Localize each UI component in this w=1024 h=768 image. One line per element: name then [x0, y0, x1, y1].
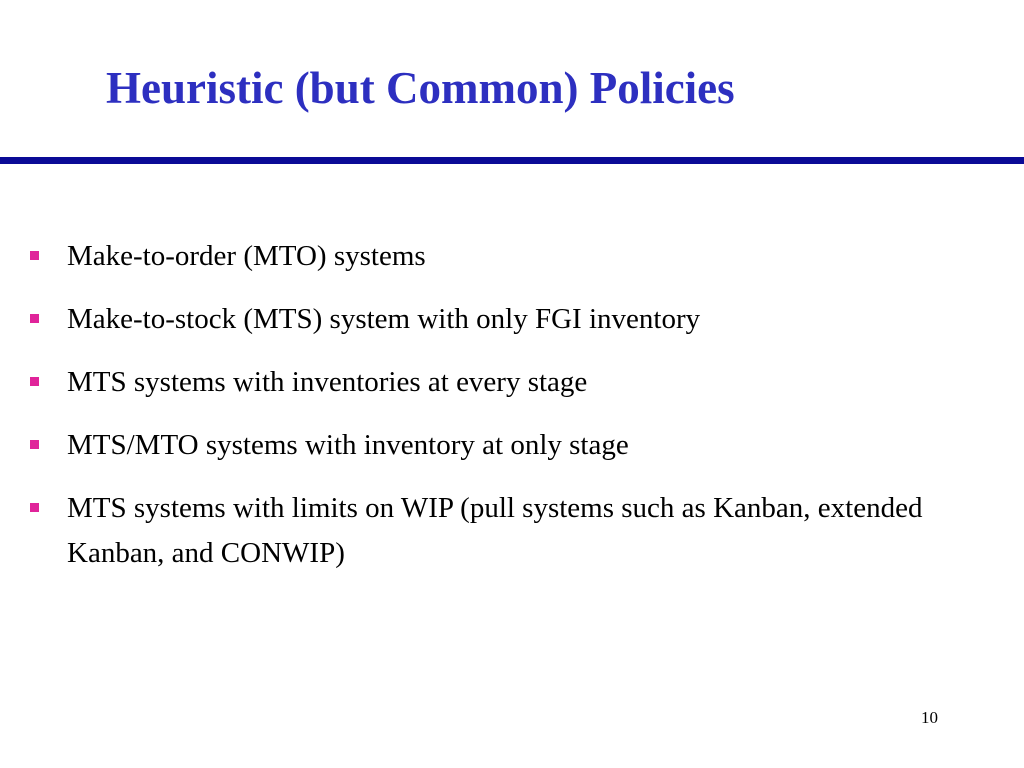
square-bullet-icon	[30, 377, 39, 386]
square-bullet-icon	[30, 440, 39, 449]
bullet-text: MTS/MTO systems with inventory at only stage	[67, 429, 629, 461]
bullet-text: Make-to-stock (MTS) system with only FGI inventory	[67, 303, 701, 335]
bullet-list	[30, 234, 930, 594]
slide-title: Heuristic (but Common) Policies	[106, 63, 735, 113]
slide-number: 10	[921, 708, 938, 727]
bullet-item	[30, 297, 930, 342]
square-bullet-icon	[30, 314, 39, 323]
bullet-text: Make-to-order (MTO) systems	[67, 240, 426, 272]
title-divider	[0, 157, 1024, 164]
square-bullet-icon	[30, 503, 39, 512]
bullet-text: MTS systems with limits on WIP (pull systems such as Kanban, extended Kanban, and CONWIP)	[67, 492, 923, 569]
bullet-item	[30, 234, 930, 279]
square-bullet-icon	[30, 251, 39, 260]
bullet-item	[30, 486, 930, 576]
bullet-text: MTS systems with inventories at every stage	[67, 366, 588, 398]
bullet-item	[30, 423, 930, 468]
bullet-item	[30, 360, 930, 405]
